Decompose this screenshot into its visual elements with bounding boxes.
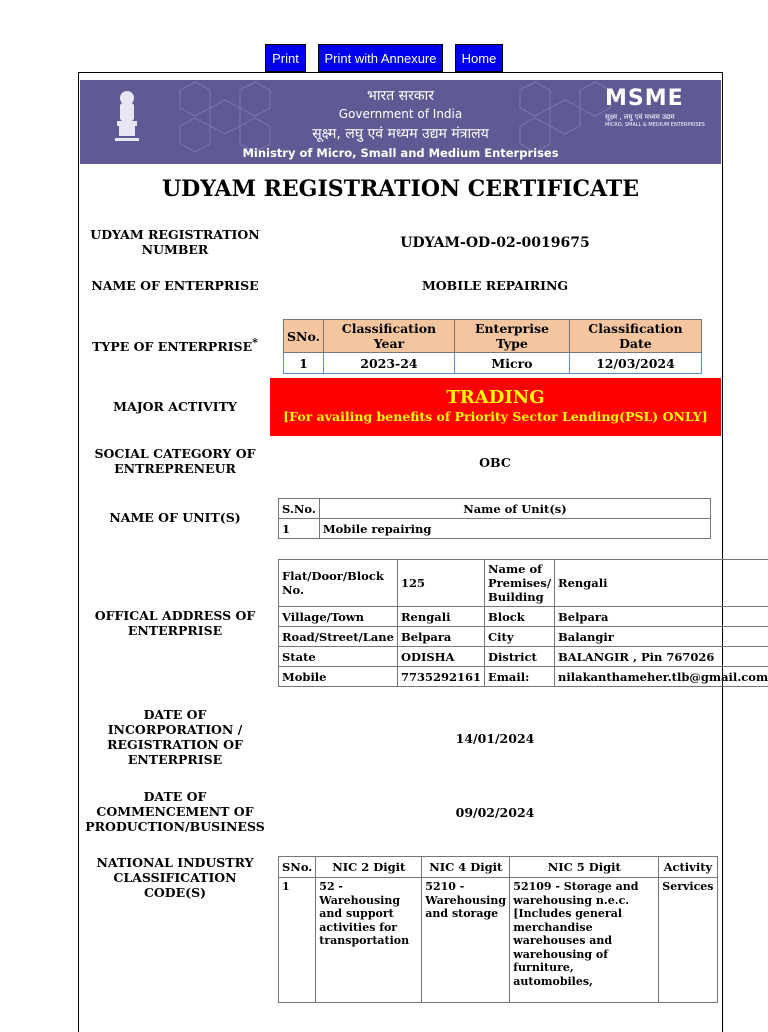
- table-cell: 1: [279, 878, 316, 1003]
- nic-label: NATIONAL INDUSTRY CLASSIFICATION CODE(S): [85, 855, 265, 900]
- table-cell: Name of Premises/ Building: [485, 560, 555, 607]
- table-row: [279, 519, 711, 539]
- table-row: [284, 353, 702, 374]
- table-cell: Flat/Door/Block No.: [279, 560, 398, 607]
- units-label: NAME OF UNIT(S): [85, 510, 265, 525]
- address-label: OFFICAL ADDRESS OF ENTERPRISE: [85, 608, 265, 638]
- table-header: S.No.: [279, 499, 320, 519]
- table-header: Activity: [659, 857, 717, 878]
- table-header: Classification Date: [569, 320, 701, 353]
- table-cell: 52109 - Storage and warehousing n.e.c. [Includes general merchandise warehouses and warehousing of furniture, automobiles,: [510, 878, 659, 1003]
- major-activity-box: [270, 378, 721, 436]
- major-activity-note: [For availing benefits of Priority Sector Lending(PSL) ONLY]: [270, 409, 721, 424]
- table-cell: Rengali: [555, 560, 768, 607]
- toolbar: [0, 44, 768, 74]
- email-address: nilakanthameher.tlb@gmail.com: [555, 667, 768, 687]
- msme-logo-hindi: सूक्ष्म , लघु एवं मध्यम उद्यम: [605, 113, 705, 122]
- hindi-ministry-text: सूक्ष्म, लघु एवं मध्यम उद्यम मंत्रालय: [80, 124, 721, 143]
- incorporation-value: 14/01/2024: [270, 731, 720, 746]
- nic-table: [278, 856, 718, 1003]
- table-cell: Email:: [485, 667, 555, 687]
- enterprise-type-table: [283, 319, 702, 374]
- table-row: [279, 647, 768, 667]
- table-cell: District: [485, 647, 555, 667]
- certificate-title: UDYAM REGISTRATION CERTIFICATE: [80, 176, 721, 202]
- table-row: [279, 878, 718, 1003]
- table-row: [279, 607, 768, 627]
- table-cell: 52 - Warehousing and support activities for transportation: [316, 878, 422, 1003]
- home-button[interactable]: Home: [455, 44, 503, 72]
- enterprise-name-label: NAME OF ENTERPRISE: [85, 278, 265, 293]
- enterprise-type-label: [85, 335, 265, 354]
- table-cell: 12/03/2024: [569, 353, 701, 374]
- table-cell: 5210 - Warehousing and storage: [422, 878, 510, 1003]
- table-header-row: [279, 499, 711, 519]
- enterprise-name-value: MOBILE REPAIRING: [270, 278, 720, 293]
- table-cell: 1: [279, 519, 320, 539]
- table-cell: Services: [659, 878, 717, 1003]
- enterprise-type-label-text: TYPE OF ENTERPRISE: [92, 339, 252, 354]
- government-text: Government of India: [80, 107, 721, 121]
- table-cell: Rengali: [397, 607, 484, 627]
- reg-number-label: UDYAM REGISTRATION NUMBER: [85, 227, 265, 257]
- table-cell: Mobile repairing: [319, 519, 710, 539]
- major-activity-label: MAJOR ACTIVITY: [85, 399, 265, 414]
- table-cell: Belpara: [555, 607, 768, 627]
- table-cell: 125: [397, 560, 484, 607]
- table-header: NIC 4 Digit: [422, 857, 510, 878]
- address-table: [278, 559, 768, 687]
- social-category-value: OBC: [270, 455, 720, 470]
- table-header: SNo.: [279, 857, 316, 878]
- table-header: Name of Unit(s): [319, 499, 710, 519]
- table-cell: Village/Town: [279, 607, 398, 627]
- incorporation-label: DATE OF INCORPORATION / REGISTRATION OF ENTERPRISE: [85, 707, 265, 767]
- table-header-row: [279, 857, 718, 878]
- table-row: [279, 560, 768, 607]
- social-category-label: SOCIAL CATEGORY OF ENTREPRENEUR: [85, 446, 265, 476]
- units-table: [278, 498, 711, 539]
- table-cell: City: [485, 627, 555, 647]
- table-header: NIC 5 Digit: [510, 857, 659, 878]
- commencement-label: DATE OF COMMENCEMENT OF PRODUCTION/BUSINESS: [85, 789, 265, 834]
- table-cell: Mobile: [279, 667, 398, 687]
- ministry-text: Ministry of Micro, Small and Medium Enterprises: [80, 146, 721, 160]
- table-header: Classification Year: [323, 320, 454, 353]
- print-with-annexure-button[interactable]: Print with Annexure: [318, 44, 443, 72]
- table-cell: State: [279, 647, 398, 667]
- msme-logo-text: MSME: [605, 86, 705, 111]
- table-row: [279, 667, 768, 687]
- commencement-value: 09/02/2024: [270, 805, 720, 820]
- msme-logo: [605, 86, 705, 136]
- table-cell: Belpara: [397, 627, 484, 647]
- table-header: NIC 2 Digit: [316, 857, 422, 878]
- print-button[interactable]: Print: [265, 44, 306, 72]
- table-cell: Block: [485, 607, 555, 627]
- asterisk-marker: *: [252, 336, 258, 349]
- major-activity-value: TRADING: [270, 387, 721, 408]
- table-cell: 1: [284, 353, 324, 374]
- table-cell: ODISHA: [397, 647, 484, 667]
- reg-number-value: UDYAM-OD-02-0019675: [270, 235, 720, 251]
- msme-logo-english: MICRO, SMALL & MEDIUM ENTERPRISES: [605, 122, 705, 128]
- table-row: [279, 627, 768, 647]
- table-header: SNo.: [284, 320, 324, 353]
- table-cell: BALANGIR , Pin 767026: [555, 647, 768, 667]
- table-header: Enterprise Type: [454, 320, 569, 353]
- hindi-government-text: भारत सरकार: [80, 86, 721, 105]
- table-cell: 2023-24: [323, 353, 454, 374]
- header-banner: [80, 80, 721, 164]
- table-cell: Micro: [454, 353, 569, 374]
- table-header-row: [284, 320, 702, 353]
- table-cell: Balangir: [555, 627, 768, 647]
- mobile-number: 7735292161: [397, 667, 484, 687]
- table-cell: Road/Street/Lane: [279, 627, 398, 647]
